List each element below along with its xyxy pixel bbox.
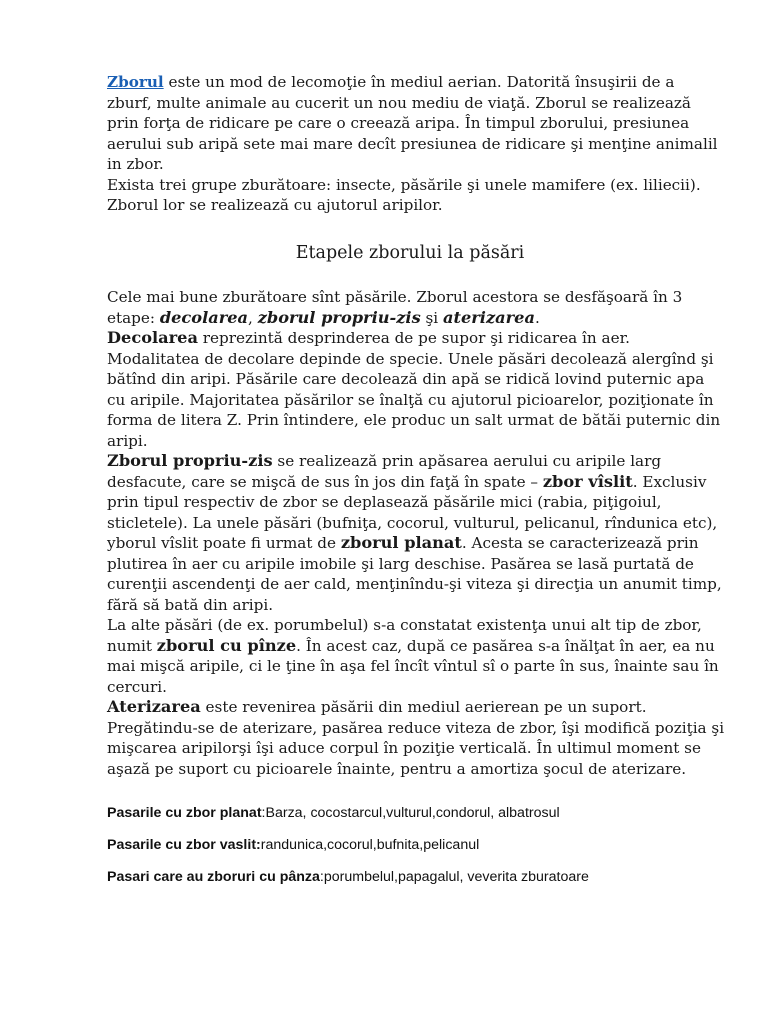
- list-items: randunica,cocorul,bufnita,pelicanul: [260, 836, 480, 853]
- zborul-text-b: . Exclusiv prin tipul respectiv de zbor se deplasează păsările mici (rabia, piţigoiul, sticletele). La unele păsări (bufniţa, cocorul, vulturul, pelicanul, rîndunica etc), yborul vîslit poate fi urmat de: [107, 472, 718, 552]
- pinze-text-a: La alte păsări (de ex. porumbelul) s-a constatat existenţa unui alt tip de zbor, numit: [107, 616, 702, 655]
- intro-section: [107, 72, 723, 216]
- stages-paragraph: [107, 287, 725, 328]
- zbor-vislit-term: zbor vîslit: [542, 471, 633, 491]
- aterizarea-paragraph: [107, 697, 725, 779]
- decolarea-text: reprezintă desprinderea de pe supor şi ridicarea în aer. Modalitatea de decolare depinde de specie. Unele păsări decolează alergînd şi bătînd din aripi. Păsările care decolează din apă se ridică lovind puternic apa cu aripile. Majoritatea păsărilor se înalţă cu ajutorul picioarelor, poziţionate în forma de litera Z. Prin întindere, ele produc un salt urmat de bătăi puternic din aripi.: [107, 329, 721, 450]
- body-section: [107, 287, 725, 779]
- zborul-link[interactable]: Zborul: [107, 73, 164, 91]
- aterizarea-text: este revenirea păsării din mediul aerierean pe un suport. Pregătindu-se de aterizare, pasărea reduce viteza de zbor, îşi modifică poziţia şi mişcarea aripilorşi îşi aduce corpul în poziţie verticală. În ultimul moment se aşază pe suport cu picioarele înainte, pentru a amortiza şocul de aterizare.: [107, 698, 725, 778]
- zborul-text-c: . Acesta se caracterizează prin plutirea în aer cu aripile imobile şi larg deschise. Pasărea se lasă purtată de curenţii ascendenţi de aer cald, menţinîndu-şi viteza şi direcţia un anumit timp, fără să bată din aripi.: [107, 534, 722, 614]
- pinze-text-b: . În acest caz, după ce pasărea s-a înălţat în aer, ea nu mai mişcă aripile, ci le ţine în aşa fel încît vîntul sî o parte în sus, înainte sau în cercuri.: [107, 636, 719, 696]
- decolarea-paragraph: [107, 328, 725, 451]
- list-items: porumbelul,papagalul, veverita zburatoare: [323, 868, 589, 885]
- list-label: Pasarile cu zbor vaslit: [107, 836, 257, 853]
- list-items: Barza, cocostarcul,vulturul,condorul, albatrosul: [265, 805, 560, 821]
- list-separator: :: [319, 868, 324, 885]
- aterizarea-title: Aterizarea: [107, 697, 201, 716]
- term-decolarea: decolarea: [159, 307, 249, 327]
- intro-text: este un mod de lecomoţie în mediul aerian. Datorită însuşirii de a zburf, multe animale au cucerit un nou mediu de viaţă. Zborul se realizează prin forţa de ridicare pe care o creează aripa. În timpul zborului, presiunea aerului sub aripă sete mai mare decît presiunea de ridicare şi menţine animalil in zbor.: [107, 73, 718, 173]
- pinze-paragraph: [107, 615, 725, 697]
- bird-lists: [107, 804, 747, 899]
- list-label: Pasarile cu zbor planat: [107, 805, 262, 821]
- list-separator: :: [256, 836, 261, 853]
- conjunction-text: şi: [420, 308, 443, 327]
- list-label: Pasari care au zboruri cu pânza: [107, 868, 320, 885]
- separator-text: ,: [248, 308, 258, 327]
- zborul-planat-term: zborul planat: [340, 533, 462, 552]
- zborul-cu-pinze-term: zborul cu pînze: [156, 635, 297, 655]
- section-heading: Etapele zborului la păsări: [295, 243, 525, 263]
- zborul-title: Zborul propriu-zis: [107, 451, 273, 470]
- period-text: .: [534, 308, 540, 327]
- term-zborul-propriu-zis: zborul propriu-zis: [257, 307, 421, 327]
- list-item-panza: [107, 868, 747, 886]
- term-aterizarea: aterizarea: [443, 307, 535, 327]
- zborul-text-a: se realizează prin apăsarea aerului cu aripile larg desfacute, care se mişcă de sus în jos din faţă în spate –: [107, 452, 662, 491]
- intro-groups-paragraph: Exista trei grupe zburătoare: insecte, păsările şi unele mamifere (ex. liliecii). Zborul lor se realizează cu ajutorul aripilor.: [107, 175, 701, 214]
- stages-text: Cele mai bune zburătoare sînt păsările. Zborul acestora se desfăşoară în 3 etape:: [107, 288, 683, 327]
- list-item-vaslit: [107, 836, 747, 854]
- decolarea-title: Decolarea: [107, 328, 198, 347]
- list-item-planat: [107, 804, 747, 822]
- intro-paragraph: [107, 72, 723, 175]
- zborul-paragraph: [107, 451, 725, 615]
- list-separator: :: [261, 805, 266, 821]
